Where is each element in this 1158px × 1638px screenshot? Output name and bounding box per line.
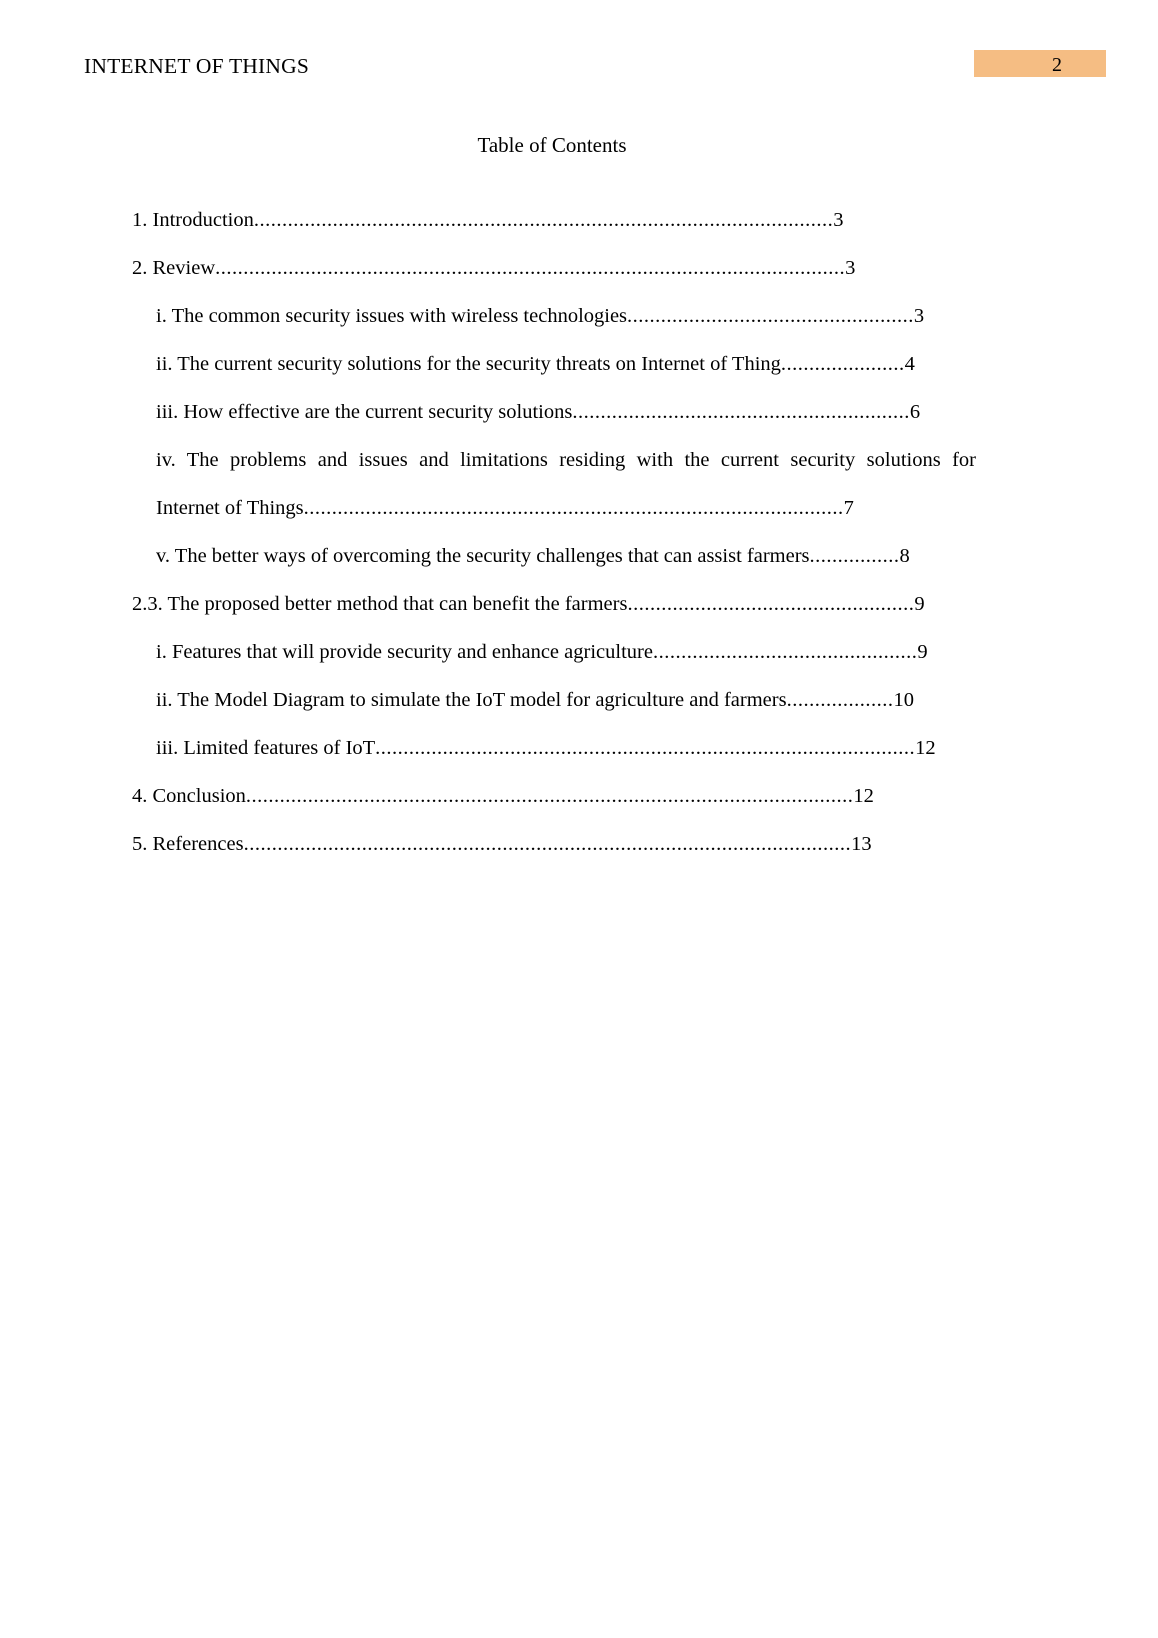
toc-entry-page: 9: [917, 641, 928, 663]
toc-leader-dots: ................................................................................................: [375, 737, 916, 759]
toc-entry-current-security-solutions[interactable]: [128, 340, 976, 388]
toc-entry-page: 6: [909, 401, 921, 423]
toc-entry-label: i. The common security issues with wireless technologies: [156, 305, 628, 327]
toc-entry-page: 12: [915, 737, 936, 759]
toc-leader-dots: ............................................................................................................: [245, 785, 854, 807]
toc-entry-page: 12: [853, 785, 874, 807]
toc-entry-label: ii. The current security solutions for the security threats on Internet of Thing: [156, 353, 781, 375]
toc-leader-dots: ...................................................: [627, 305, 914, 327]
toc-entry-label: Internet of Things: [156, 497, 304, 519]
toc-leader-dots: .......................................................................................................: [253, 209, 834, 231]
toc-entry-page: 10: [893, 689, 914, 711]
toc-entry-page: 8: [899, 545, 910, 567]
toc-leader-dots: ............................................................................................................: [243, 833, 852, 855]
document-body: [128, 130, 976, 868]
toc-entry-page: 7: [843, 497, 854, 519]
toc-leader-dots: ......................: [780, 353, 905, 375]
toc-leader-dots: ...............................................: [652, 641, 918, 663]
toc-entry-label: 2. Review: [132, 257, 216, 279]
table-of-contents-list: [128, 196, 976, 868]
toc-entry-label-line1: iv. The problems and issues and limitations residing with the current security solutions for: [156, 449, 976, 471]
toc-entry-page: 9: [914, 593, 925, 615]
toc-entry-features-security-agriculture[interactable]: [128, 628, 976, 676]
toc-entry-page: 13: [851, 833, 872, 855]
toc-entry-how-effective[interactable]: [128, 388, 976, 436]
page-number: 2: [1052, 54, 1062, 76]
document-title: INTERNET OF THINGS: [84, 54, 309, 78]
toc-entry-label: v. The better ways of overcoming the security challenges that can assist farmers: [156, 545, 810, 567]
toc-leader-dots: ................: [809, 545, 900, 567]
toc-entry-label: iii. How effective are the current security solutions: [156, 401, 573, 423]
toc-leader-dots: ............................................................: [572, 401, 910, 423]
toc-entry-limited-features-iot[interactable]: [128, 724, 976, 772]
toc-entry-label: 4. Conclusion: [132, 785, 246, 807]
toc-entry-review[interactable]: [128, 244, 976, 292]
toc-entry-label: 5. References: [132, 833, 244, 855]
toc-entry-introduction[interactable]: [128, 196, 976, 244]
toc-entry-common-security-issues[interactable]: [128, 292, 976, 340]
page-number-highlight: [974, 50, 1106, 77]
toc-entry-better-ways-overcoming[interactable]: [128, 532, 976, 580]
toc-entry-page: 4: [904, 353, 915, 375]
toc-entry-references[interactable]: [128, 820, 976, 868]
toc-leader-dots: ................................................................................................: [303, 497, 844, 519]
toc-entry-label: i. Features that will provide security and enhance agriculture: [156, 641, 653, 663]
toc-entry-label: ii. The Model Diagram to simulate the IoT model for agriculture and farmers: [156, 689, 787, 711]
toc-leader-dots: ...................................................: [627, 593, 915, 615]
toc-entry-label: 1. Introduction: [132, 209, 254, 231]
toc-entry-label: 2.3. The proposed better method that can benefit the farmers: [132, 593, 628, 615]
toc-entry-problems-issues-limitations[interactable]: [128, 436, 976, 532]
toc-entry-page: 3: [913, 305, 925, 327]
toc-entry-label-line2: [156, 484, 976, 532]
table-of-contents-title: Table of Contents: [477, 133, 627, 157]
toc-leader-dots: ................................................................................................................: [215, 257, 846, 279]
toc-leader-dots: ...................: [786, 689, 894, 711]
toc-entry-page: 3: [845, 257, 856, 279]
toc-entry-proposed-better-method[interactable]: [128, 580, 976, 628]
page-header: [84, 52, 1106, 82]
toc-entry-label: iii. Limited features of IoT: [156, 737, 376, 759]
toc-entry-model-diagram[interactable]: [128, 676, 976, 724]
toc-entry-page: 3: [833, 209, 844, 231]
toc-entry-conclusion[interactable]: [128, 772, 976, 820]
